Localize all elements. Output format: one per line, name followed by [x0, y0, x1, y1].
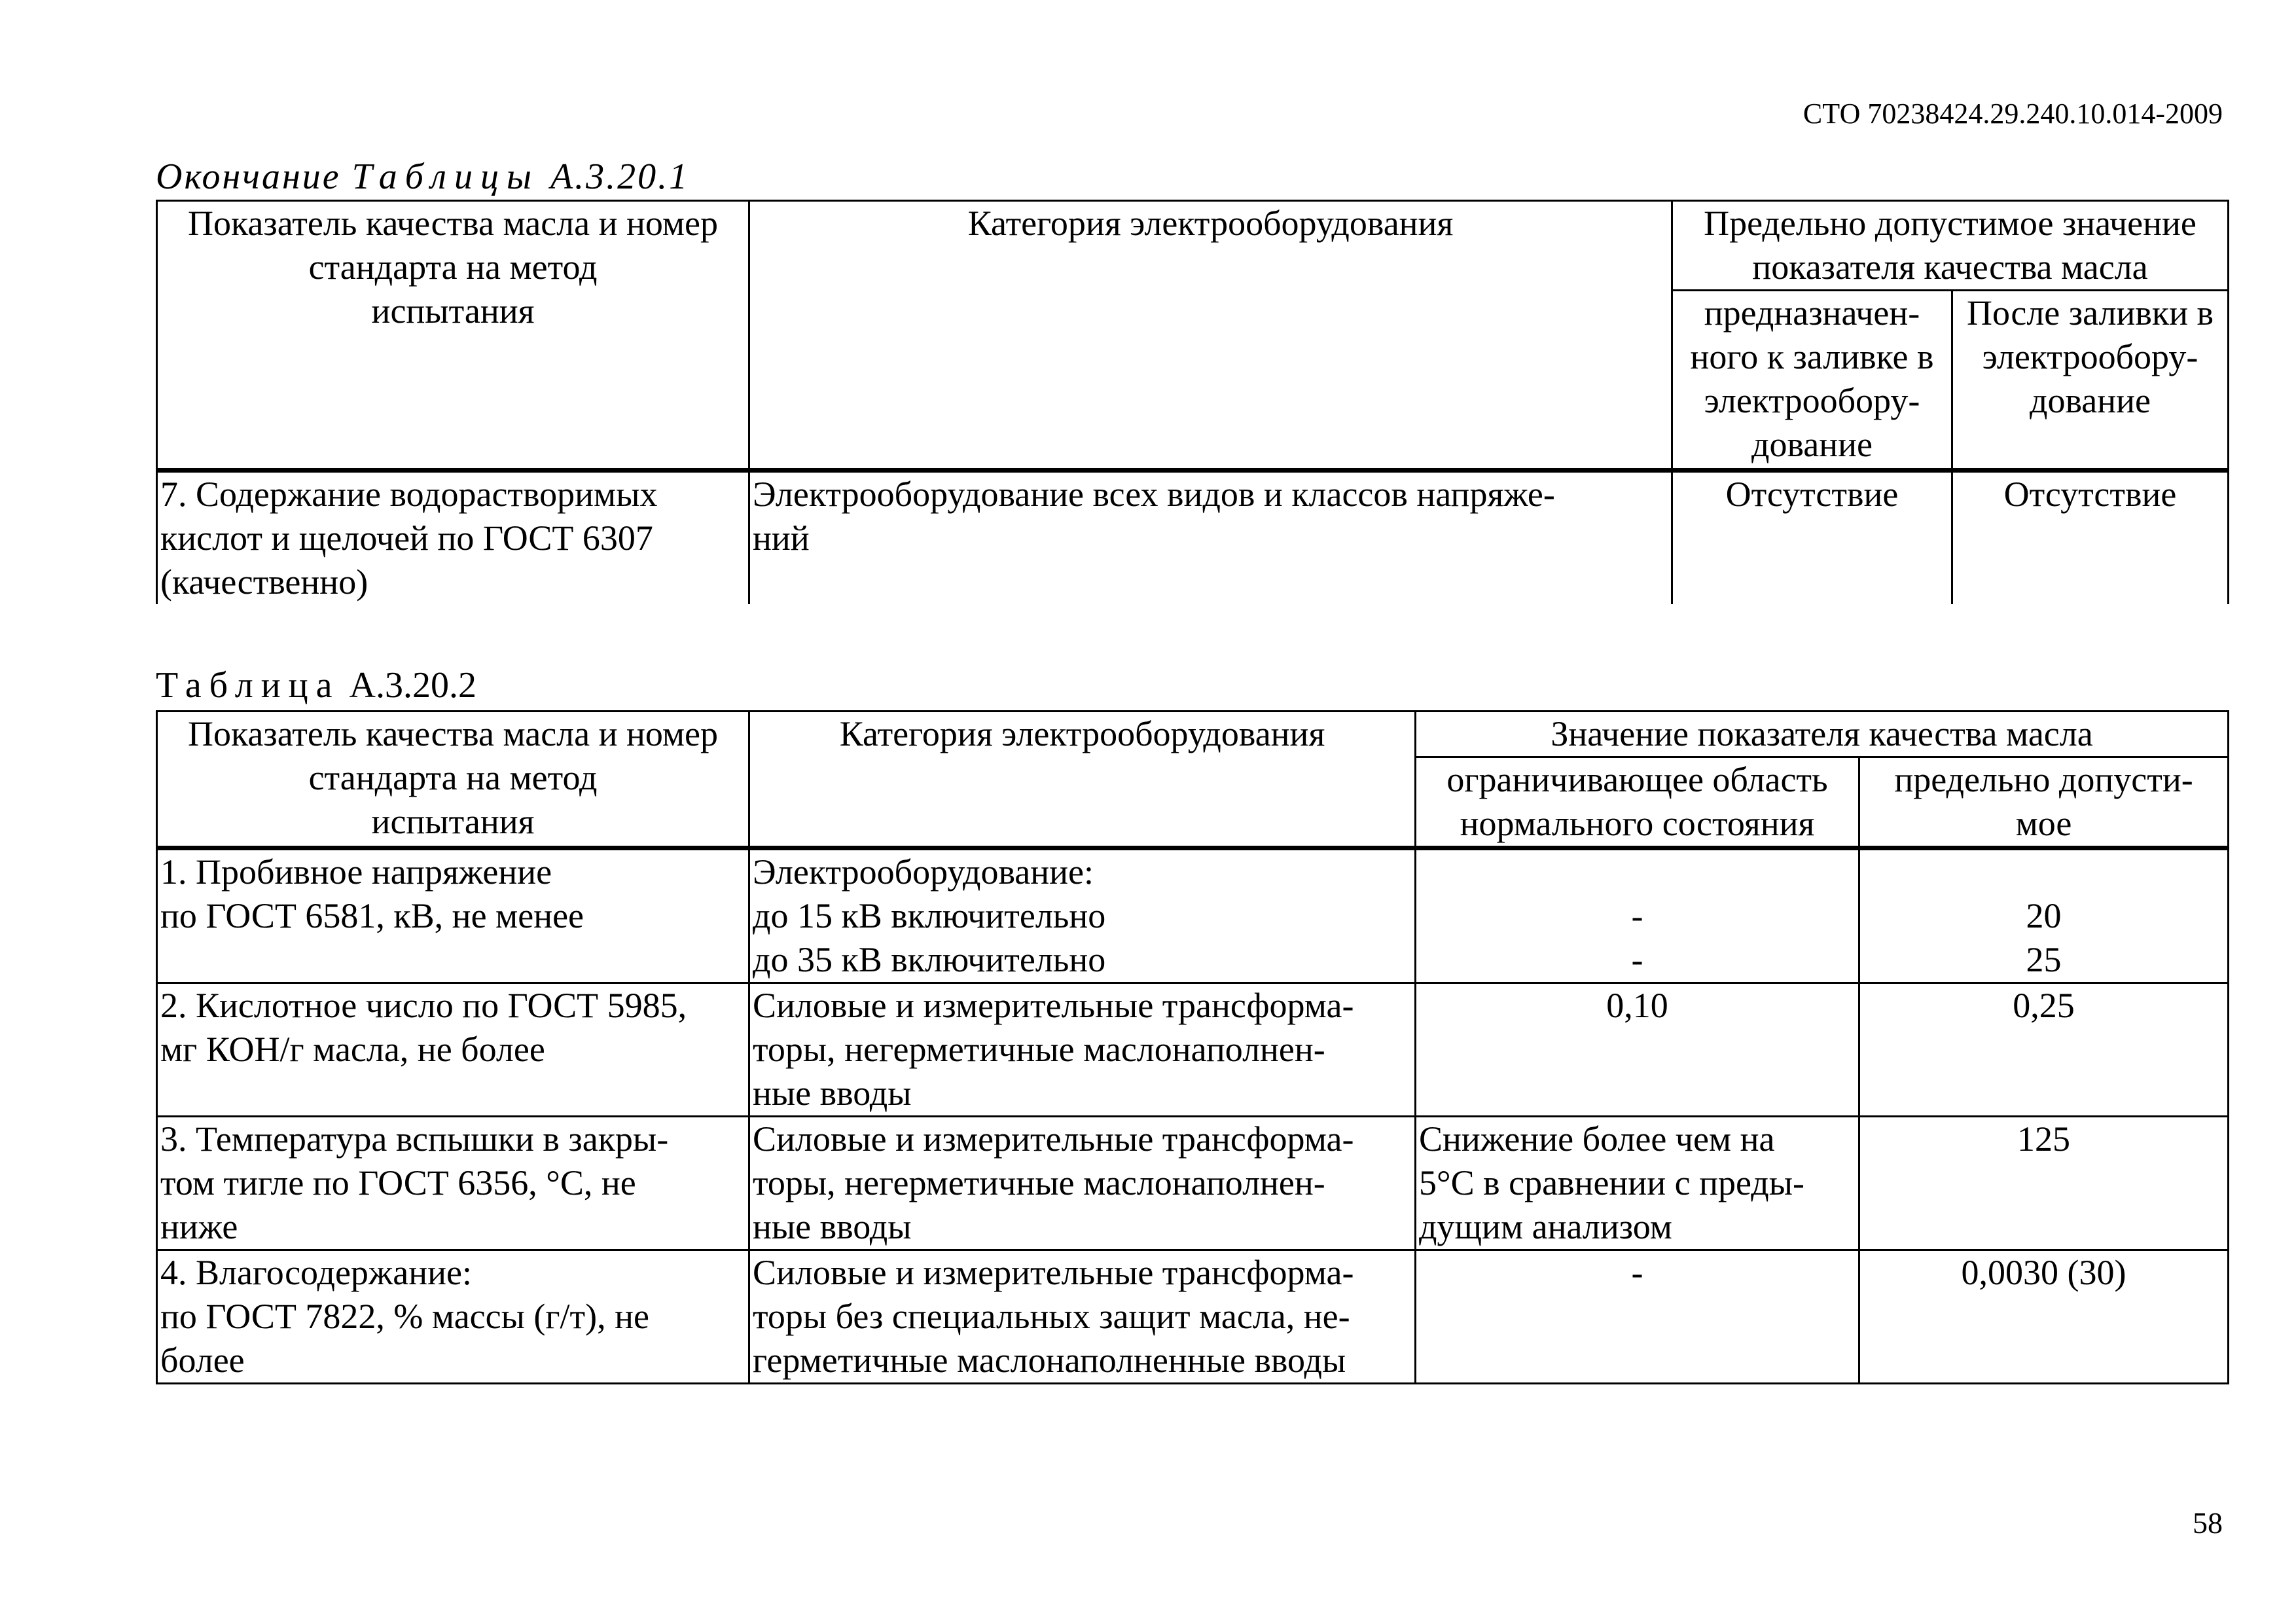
table-row — [157, 1250, 2229, 1384]
t2-row4-max-allowed: 0,0030 (30) — [1859, 1250, 2229, 1384]
table2-caption-word: Таблица — [156, 665, 340, 706]
t2-header-max-allowed: предельно допусти- мое — [1859, 757, 2229, 848]
t2-row1-max-allowed: 20 25 — [1859, 848, 2229, 983]
t2-row3-indicator: 3. Температура вспышки в закры- том тигле по ГОСТ 6356, °С, не ниже — [157, 1117, 749, 1250]
t2-row2-indicator: 2. Кислотное число по ГОСТ 5985, мг КОН/г масла, не более — [157, 983, 749, 1117]
t1-row7-after-fill: Отсутствие — [1952, 471, 2229, 605]
t2-row1-normal-limit: - - — [1416, 848, 1859, 983]
t2-row4-category: Силовые и измерительные трансформа- торы без специальных защит масла, не- герметичные маслонаполненные вводы — [749, 1250, 1416, 1384]
table-a3-20-2 — [156, 710, 2229, 1384]
table2-caption-number: А.3.20.2 — [349, 665, 476, 706]
t1-header-after-fill: После заливки в электрообору- дование — [1952, 291, 2229, 471]
table-a3-20-1 — [156, 200, 2229, 604]
t1-header-limit-group: Предельно допустимое значение показателя качества масла — [1672, 201, 2229, 291]
table2-caption — [156, 664, 476, 706]
table-row — [157, 1117, 2229, 1250]
t2-row1-category: Электрооборудование: до 15 кВ включительно до 35 кВ включительно — [749, 848, 1416, 983]
t2-row4-normal-limit: - — [1416, 1250, 1859, 1384]
table-row — [157, 848, 2229, 983]
t2-header-value-group: Значение показателя качества масла — [1416, 712, 2229, 757]
t2-row3-max-allowed: 125 — [1859, 1117, 2229, 1250]
table1-caption-prefix: Окончание — [156, 156, 341, 197]
t2-header-normal-limit: ограничивающее область нормального состояния — [1416, 757, 1859, 848]
t2-row2-max-allowed: 0,25 — [1859, 983, 2229, 1117]
t2-row2-category: Силовые и измерительные трансформа- торы, негерметичные маслонаполнен- ные вводы — [749, 983, 1416, 1117]
t1-header-indicator: Показатель качества масла и номер стандарта на метод испытания — [157, 201, 749, 471]
table1-caption — [156, 156, 689, 198]
t1-row7-category: Электрооборудование всех видов и классов напряже- ний — [749, 471, 1672, 605]
document-code: СТО 70238424.29.240.10.014-2009 — [1803, 98, 2223, 130]
page-number: 58 — [2193, 1506, 2223, 1540]
t2-row3-category: Силовые и измерительные трансформа- торы, негерметичные маслонаполнен- ные вводы — [749, 1117, 1416, 1250]
t1-row7-before-fill: Отсутствие — [1672, 471, 1952, 605]
table1-caption-word: Таблицы — [351, 156, 539, 197]
t1-header-category: Категория электрооборудования — [749, 201, 1672, 471]
table1-caption-number: А.3.20.1 — [550, 156, 690, 197]
t1-header-before-fill: предназначен- ного к заливке в электрообору- дование — [1672, 291, 1952, 471]
t2-row3-normal-limit: Снижение более чем на 5°С в сравнении с преды- дущим анализом — [1416, 1117, 1859, 1250]
t1-row7-indicator: 7. Содержание водорастворимых кислот и щелочей по ГОСТ 6307 (качественно) — [157, 471, 749, 605]
t2-row2-normal-limit: 0,10 — [1416, 983, 1859, 1117]
t2-header-category: Категория электрооборудования — [749, 712, 1416, 848]
table-row — [157, 471, 2229, 605]
t2-row1-indicator: 1. Пробивное напряжение по ГОСТ 6581, кВ, не менее — [157, 848, 749, 983]
t2-header-indicator: Показатель качества масла и номер стандарта на метод испытания — [157, 712, 749, 848]
table-row — [157, 983, 2229, 1117]
t2-row4-indicator: 4. Влагосодержание: по ГОСТ 7822, % массы (г/т), не более — [157, 1250, 749, 1384]
